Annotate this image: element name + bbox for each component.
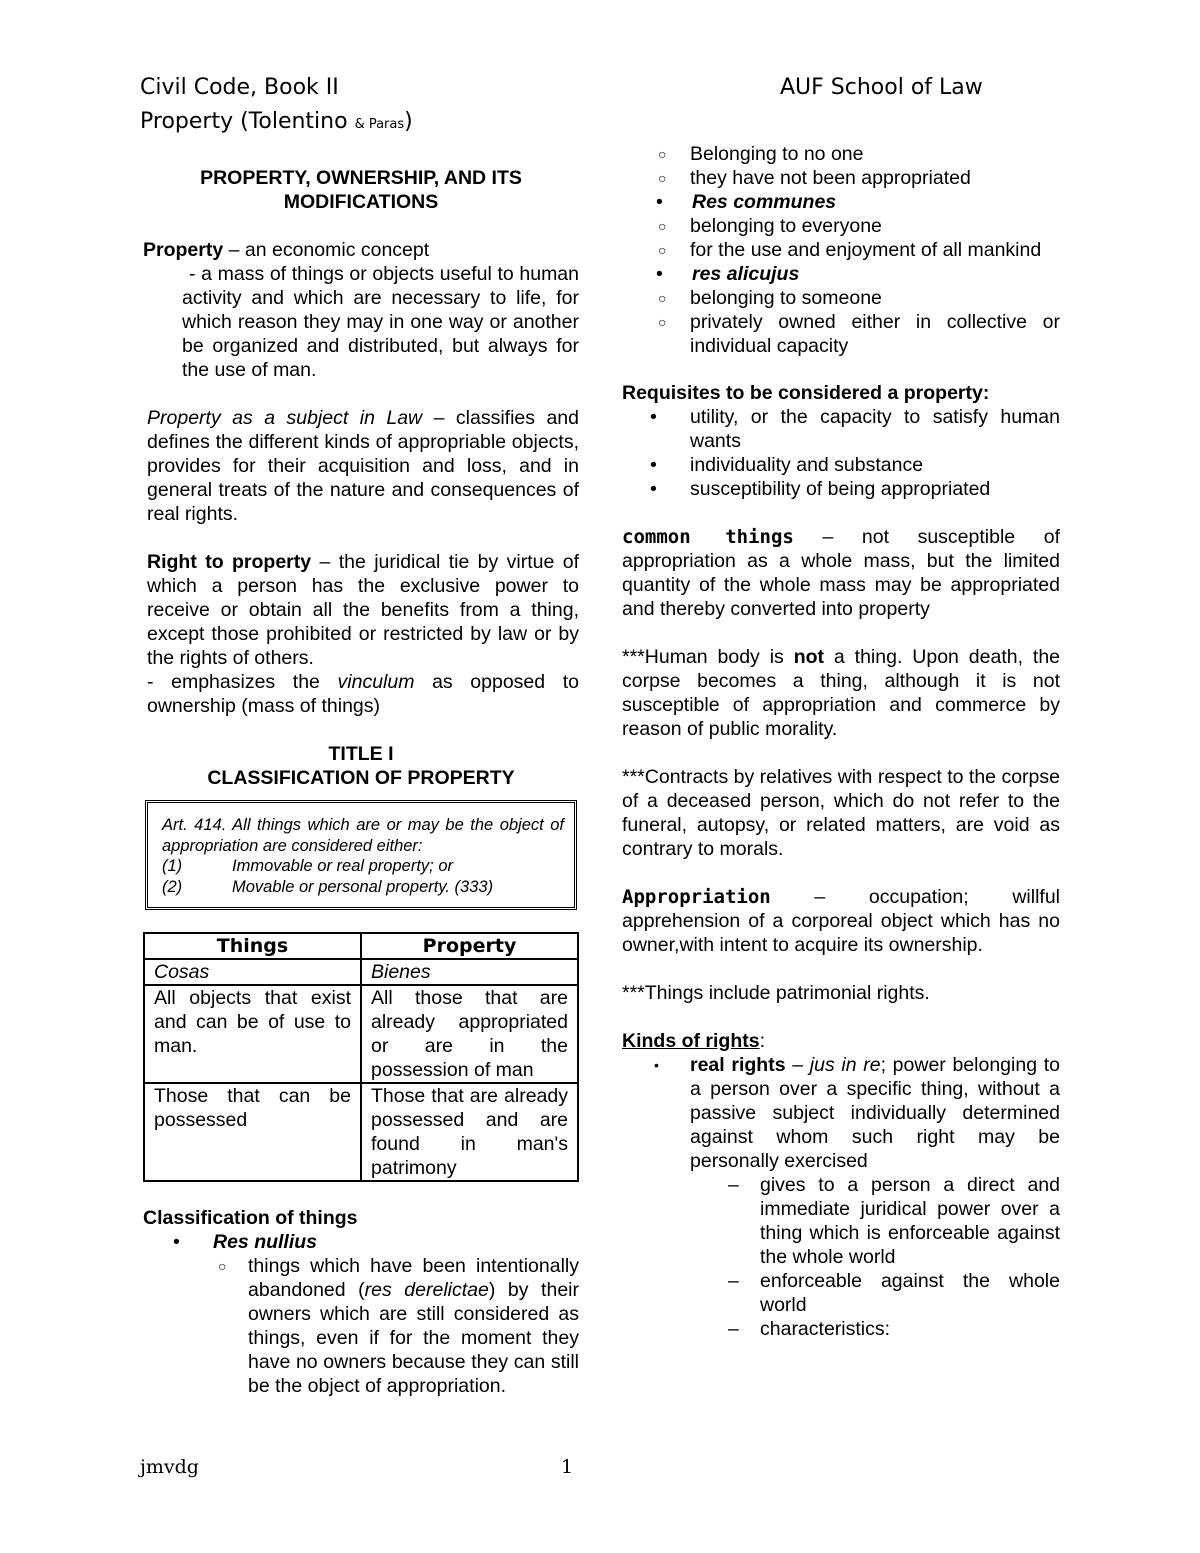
right-column xyxy=(620,142,1060,1341)
list-item xyxy=(583,166,1060,190)
footer-author: jmvdg xyxy=(140,1456,199,1478)
real-rights-term: real rights xyxy=(690,1054,786,1076)
table-row xyxy=(144,959,578,985)
main-title-2: MODIFICATIONS xyxy=(283,191,439,213)
main-title: PROPERTY, OWNERSHIP, AND ITS xyxy=(200,167,522,189)
list-item-text: they have not been appropriated xyxy=(690,167,971,189)
table-cell: All objects that exist and can be of use to man. xyxy=(144,985,361,1083)
subject-def: – classifies and defines the different kinds of appropriable objects, provides for their acquisition and loss, and in general treats of the nature and consequences of real rights. xyxy=(147,407,579,525)
circle-bullet-icon: ○ xyxy=(658,314,667,330)
circle-bullet-icon: ○ xyxy=(658,242,667,258)
article-414-box xyxy=(145,800,577,910)
header-subject-text: Property (Tolentino xyxy=(140,109,355,134)
common-things-def: – not susceptible of appropriation as a whole mass, but the limited quantity of the whole mass may be appropriated and thereby converted into property xyxy=(622,526,1060,620)
list-item xyxy=(620,262,1060,286)
circle-bullet-icon: ○ xyxy=(658,146,667,162)
property-def: – an economic concept xyxy=(223,239,430,261)
table-cell: All those that are already appropriated or are in the possession of man xyxy=(361,985,578,1083)
human-body-note xyxy=(622,645,1060,741)
list-item-text: privately owned either in collective or individual capacity xyxy=(690,311,1060,357)
things-include-note: ***Things include patrimonial rights. xyxy=(622,982,930,1004)
dash-bullet-icon: – xyxy=(728,1174,739,1196)
list-item xyxy=(583,310,1060,358)
real-rights-dash: – xyxy=(785,1054,810,1076)
list-item xyxy=(583,214,1060,238)
list-item-text: enforceable against the whole world xyxy=(760,1270,1060,1316)
table-cell: Cosas xyxy=(144,959,361,985)
table-header-property: Property xyxy=(361,933,578,959)
list-item xyxy=(620,1053,1060,1173)
list-item xyxy=(143,1254,579,1398)
list-item xyxy=(583,286,1060,310)
table-cell: Those that are already possessed and are found in man's patrimony xyxy=(361,1083,578,1181)
table-cell: Bienes xyxy=(361,959,578,985)
list-item-text: belonging to someone xyxy=(690,287,882,309)
appropriation-definition xyxy=(622,885,1060,957)
list-item xyxy=(620,1317,1060,1341)
circle-bullet-icon: ○ xyxy=(658,290,667,306)
kinds-of-rights-heading xyxy=(622,1029,1060,1053)
classification-heading: Classification of things xyxy=(143,1207,358,1229)
article-item xyxy=(162,877,564,898)
article-item-text: Immovable or real property; or xyxy=(232,857,454,875)
kinds-of-rights-title: Kinds of rights xyxy=(622,1030,760,1052)
common-things-term: common things xyxy=(622,526,794,548)
appropriation-term: Appropriation xyxy=(622,886,771,908)
table-row xyxy=(144,985,578,1083)
circle-bullet-icon: ○ xyxy=(218,1258,227,1274)
list-item xyxy=(620,453,1060,477)
common-things xyxy=(622,525,1060,621)
title-i: TITLE I xyxy=(328,743,394,765)
vinculum-pre: - emphasizes the xyxy=(147,671,338,693)
list-item xyxy=(583,142,1060,166)
res-nullius-desc-pre: things which have been intentionally abandoned ( xyxy=(248,1255,579,1301)
list-item-text: gives to a person a direct and immediate juridical power over a thing which is enforceable against the whole world xyxy=(760,1174,1060,1268)
bullet-icon: • xyxy=(650,478,657,500)
bullet-icon: • xyxy=(173,1231,180,1253)
list-item xyxy=(620,405,1060,453)
vinculum-post: as opposed to ownership (mass of things) xyxy=(147,671,580,717)
title-i-subtitle: CLASSIFICATION OF PROPERTY xyxy=(207,767,515,789)
res-communes-term: Res communes xyxy=(692,191,837,213)
right-def: – the juridical tie by virtue of which a person has the exclusive power to receive or obtain all the benefits from a thing, except those prohibited or restricted by law or by the rights of others. xyxy=(147,551,579,669)
bullet-icon: • xyxy=(650,406,657,428)
list-item-text: characteristics: xyxy=(760,1318,891,1340)
article-text: Art. 414. All things which are or may be the object of appropriation are considered either: xyxy=(162,816,564,855)
list-item xyxy=(620,190,1060,214)
jus-in-re-term: jus in re xyxy=(809,1054,881,1076)
table-cell: Those that can be possessed xyxy=(144,1083,361,1181)
table-header-things: Things xyxy=(144,933,361,959)
header-school: AUF School of Law xyxy=(780,75,983,100)
property-term: Property xyxy=(143,239,224,261)
property-definition xyxy=(143,238,579,262)
list-item xyxy=(620,1269,1060,1317)
list-item xyxy=(143,1230,579,1254)
list-item xyxy=(620,1173,1060,1269)
subject-in-law xyxy=(147,406,579,526)
header-subject xyxy=(140,105,413,142)
res-alicujus-term: res alicujus xyxy=(692,263,800,285)
human-body-pre: ***Human body is xyxy=(622,646,794,668)
vinculum-note xyxy=(147,670,579,718)
contracts-note: ***Contracts by relatives with respect to the corpse of a deceased person, which do not refer to the funeral, autopsy, or related matters, are void as contrary to morals. xyxy=(622,766,1060,860)
header-course: Civil Code, Book II xyxy=(140,75,339,100)
article-item-num: (1) xyxy=(162,857,183,875)
things-property-table xyxy=(143,932,579,1182)
human-body-post: a thing. Upon death, the corpse becomes a thing, although it is not susceptible of appropriation and commerce by reason of public morality. xyxy=(622,646,1061,740)
property-description: - a mass of things or objects useful to human activity and which are necessary to life, for which reason they may in one way or another be organized and distributed, but always for the use of man. xyxy=(182,263,579,381)
header-subject-authors: & Paras xyxy=(354,117,405,132)
list-item-text: belonging to everyone xyxy=(690,215,882,237)
list-item-text: individuality and substance xyxy=(690,454,924,476)
page-number: 1 xyxy=(561,1456,574,1478)
res-nullius-desc-post: ) by their owners which are still considered as things, even if for the moment they have no owners because they can still be the object of appropriation. xyxy=(248,1279,579,1397)
right-to-property xyxy=(147,550,579,670)
article-item xyxy=(162,856,564,877)
vinculum-term: vinculum xyxy=(337,671,415,693)
list-item xyxy=(583,238,1060,262)
bullet-icon: • xyxy=(656,191,663,213)
list-item xyxy=(620,477,1060,501)
circle-bullet-icon: ○ xyxy=(658,170,667,186)
circle-bullet-icon: ○ xyxy=(658,218,667,234)
table-header-row xyxy=(144,933,578,959)
subject-term: Property as a subject in Law xyxy=(147,407,423,429)
article-item-num: (2) xyxy=(162,877,183,896)
real-rights-def: ; power belonging to a person over a specific thing, without a passive subject individually determined against whom such right may be personally exercised xyxy=(690,1054,1060,1172)
bullet-icon: • xyxy=(656,263,663,285)
left-column xyxy=(143,166,579,1398)
list-item-text: susceptibility of being appropriated xyxy=(690,478,991,500)
dash-bullet-icon: – xyxy=(728,1318,739,1340)
right-term: Right to property xyxy=(147,551,312,573)
appropriation-def: – occupation; willful apprehension of a corporeal object which has no owner,with intent to acquire its ownership. xyxy=(622,886,1060,956)
bullet-icon: • xyxy=(654,1057,659,1073)
list-item-text: Belonging to no one xyxy=(690,143,864,165)
kinds-colon: : xyxy=(759,1030,765,1052)
list-item-text: utility, or the capacity to satisfy human wants xyxy=(690,406,1060,452)
list-item-text: for the use and enjoyment of all mankind xyxy=(690,239,1042,261)
requisites-heading: Requisites to be considered a property: xyxy=(622,382,990,404)
res-derelictae-term: res derelictae xyxy=(364,1279,489,1301)
res-nullius-term: Res nullius xyxy=(213,1231,318,1253)
table-row xyxy=(144,1083,578,1181)
header-subject-close: ) xyxy=(404,109,413,134)
human-body-not: not xyxy=(793,646,825,668)
page-header-left xyxy=(140,71,413,142)
dash-bullet-icon: – xyxy=(728,1270,739,1292)
bullet-icon: • xyxy=(650,454,657,476)
article-item-text: Movable or personal property. (333) xyxy=(232,877,494,896)
